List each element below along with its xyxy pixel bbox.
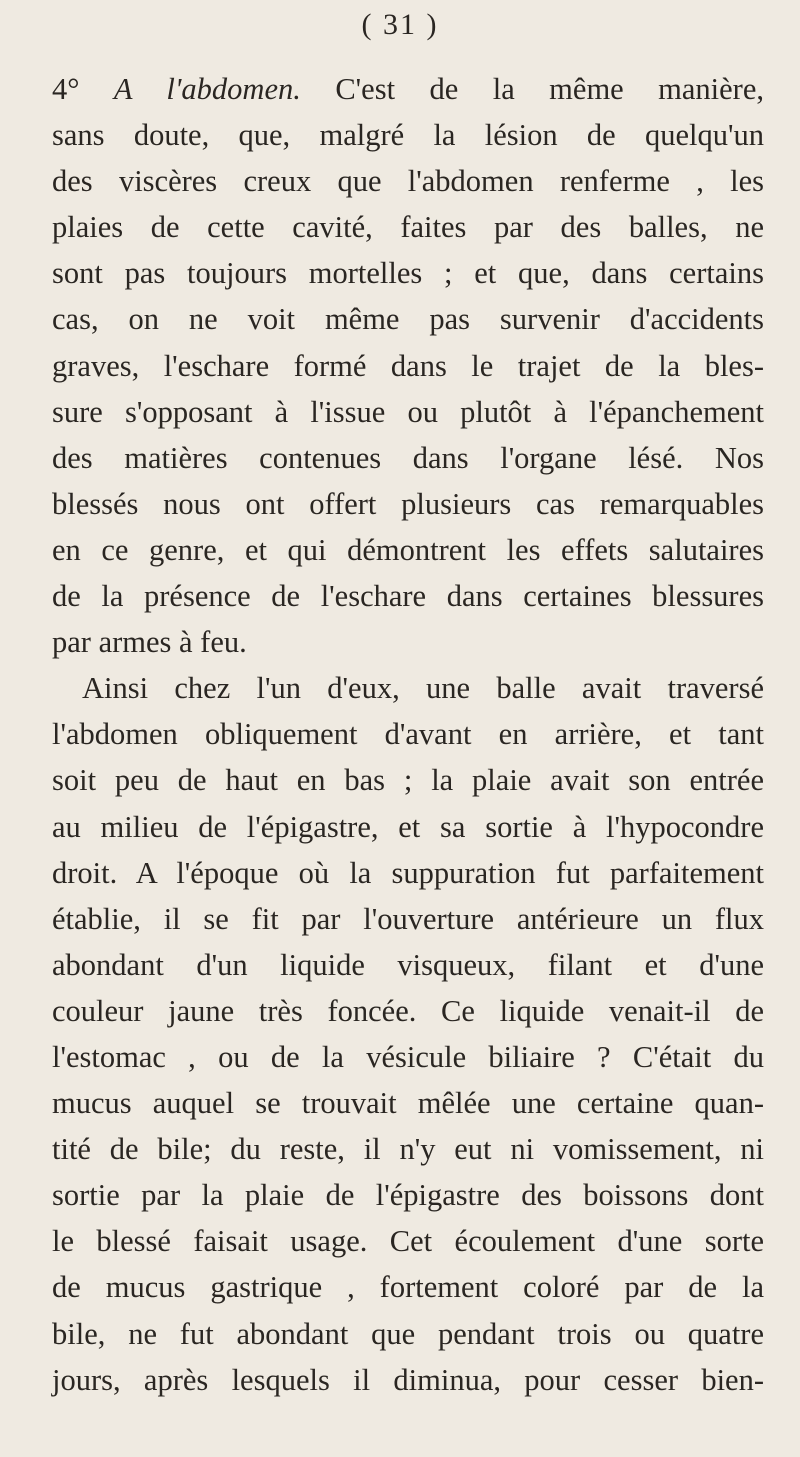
text-line: sortie par la plaie de l'épigastre des boissons dont (52, 1178, 764, 1213)
text-line: l'estomac , ou de la vésicule biliaire ? C'était du (52, 1039, 764, 1074)
text-line: sont pas toujours mortelles ; et que, dans certains (52, 256, 764, 291)
text-line: graves, l'eschare formé dans le trajet de la bles- (52, 348, 764, 383)
text-line: de la présence de l'eschare dans certaines blessures (52, 579, 764, 614)
text-line: au milieu de l'épigastre, et sa sortie à l'hypocondre (52, 809, 764, 844)
page-number: ( 31 ) (361, 8, 439, 41)
text-line: soit peu de haut en bas ; la plaie avait son entrée (52, 763, 764, 798)
text-line: par armes à feu. (52, 625, 247, 660)
section-number: 4° (52, 72, 114, 106)
text-line (52, 66, 764, 112)
text-line: tité de bile; du reste, il n'y eut ni vomissement, ni (52, 1132, 764, 1167)
text-line: plaies de cette cavité, faites par des balles, ne (52, 210, 764, 245)
text-line: cas, on ne voit même pas survenir d'accidents (52, 302, 764, 337)
text-line: établie, il se fit par l'ouverture antérieure un flux (52, 901, 764, 936)
text-line: Ainsi chez l'un d'eux, une balle avait traversé (82, 671, 764, 706)
text-line: des matières contenues dans l'organe lésé. Nos (52, 440, 764, 475)
text-line: mucus auquel se trouvait mêlée une certaine quan- (52, 1086, 764, 1121)
text-line: le blessé faisait usage. Cet écoulement d'une sorte (52, 1224, 764, 1259)
text-line: droit. A l'époque où la suppuration fut parfaitement (52, 855, 764, 890)
text-line: abondant d'un liquide visqueux, filant et d'une (52, 947, 764, 982)
text-line: sure s'opposant à l'issue ou plutôt à l'épanchement (52, 394, 764, 429)
text-line: en ce genre, et qui démontrent les effets salutaires (52, 532, 764, 567)
text-line: l'abdomen obliquement d'avant en arrière, et tant (52, 717, 764, 752)
section-heading: A l'abdomen. (113, 72, 301, 106)
text-line: couleur jaune très foncée. Ce liquide venait-il de (52, 993, 764, 1028)
text-line: bile, ne fut abondant que pendant trois ou quatre (52, 1316, 764, 1351)
text-line: blessés nous ont offert plusieurs cas remarquables (52, 486, 764, 521)
line-text: C'est de la même manière, (300, 72, 765, 106)
text-line: jours, après lesquels il diminua, pour cesser bien- (52, 1362, 764, 1397)
text-line: de mucus gastrique , fortement coloré par de la (52, 1270, 764, 1305)
text-line: des viscères creux que l'abdomen renferme , les (52, 164, 764, 199)
body-text (52, 66, 764, 1403)
text-line: sans doute, que, malgré la lésion de quelqu'un (52, 118, 764, 153)
